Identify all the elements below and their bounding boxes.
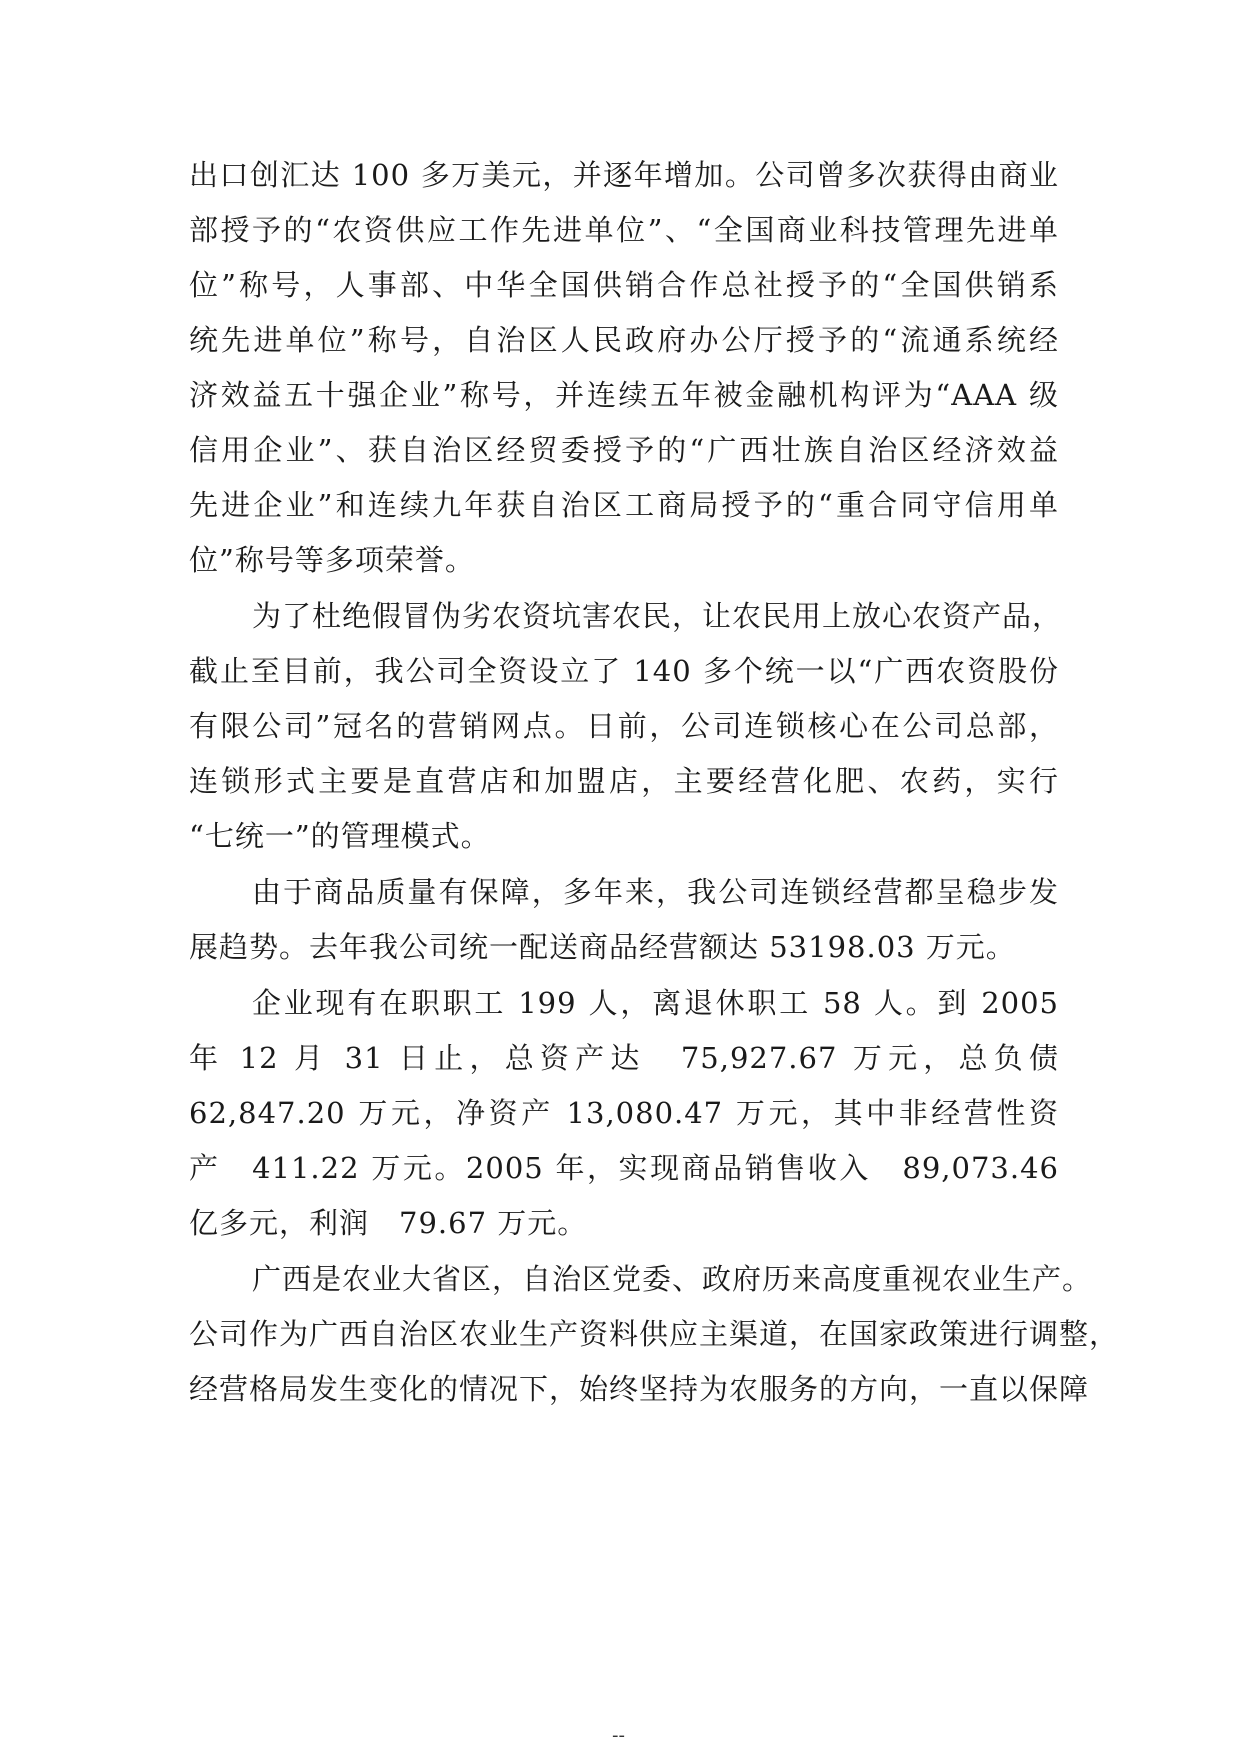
text-line: 截止至目前，我公司全资设立了 140 多个统一以“广西农资股份 (189, 654, 1059, 688)
text-line: 广西是农业大省区，自治区党委、政府历来高度重视农业生产。 (252, 1262, 1093, 1296)
text-line: 企业现有在职职工 199 人，离退休职工 58 人。到 2005 (252, 986, 1059, 1020)
text-line: 有限公司”冠名的营销网点。日前，公司连锁核心在公司总部， (189, 709, 1059, 743)
text-line: 62,847.20 万元，净资产 13,080.47 万元，其中非经营性资 (189, 1096, 1059, 1130)
text-line: 产 411.22 万元。2005 年，实现商品销售收入 89,073.46 (189, 1151, 1059, 1185)
text-line: 为了杜绝假冒伪劣农资坑害农民，让农民用上放心农资产品， (252, 599, 1063, 633)
text-line: 部授予的“农资供应工作先进单位”、“全国商业科技管理先进单 (189, 213, 1059, 247)
text-line: 年 12 月 31 日止，总资产达 75,927.67 万元，总负债 (189, 1041, 1059, 1075)
text-line: 由于商品质量有保障，多年来，我公司连锁经营都呈稳步发 (252, 875, 1059, 909)
text-line: 信用企业”、获自治区经贸委授予的“广西壮族自治区经济效益 (189, 433, 1059, 467)
text-line: 展趋势。去年我公司统一配送商品经营额达 53198.03 万元。 (189, 930, 1016, 964)
text-line: “七统一”的管理模式。 (189, 819, 491, 853)
text-line: 济效益五十强企业”称号，并连续五年被金融机构评为“AAA 级 (189, 378, 1059, 412)
text-line: 先进企业”和连续九年获自治区工商局授予的“重合同守信用单 (189, 488, 1059, 522)
text-line: 公司作为广西自治区农业生产资料供应主渠道，在国家政策进行调整， (189, 1317, 1120, 1351)
page-footer-mark: -- (612, 1725, 625, 1746)
text-line: 连锁形式主要是直营店和加盟店，主要经营化肥、农药，实行 (189, 764, 1059, 798)
text-line: 位”称号等多项荣誉。 (189, 543, 475, 577)
text-line: 亿多元，利润 79.67 万元。 (189, 1206, 588, 1240)
text-line: 经营格局发生变化的情况下，始终坚持为农服务的方向，一直以保障 (189, 1372, 1090, 1406)
text-line: 统先进单位”称号，自治区人民政府办公厅授予的“流通系统经 (189, 323, 1059, 357)
text-line: 出口创汇达 100 多万美元，并逐年增加。公司曾多次获得由商业 (189, 158, 1059, 192)
text-line: 位”称号，人事部、中华全国供销合作总社授予的“全国供销系 (189, 268, 1059, 302)
